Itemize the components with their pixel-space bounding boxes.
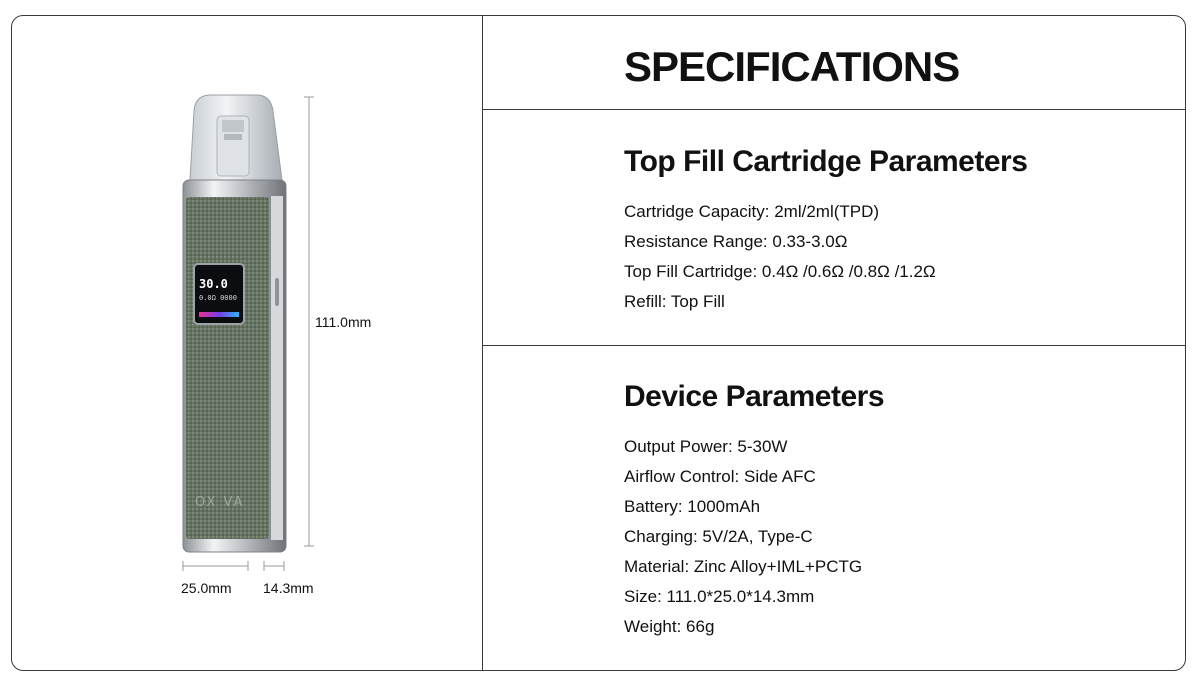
list-item: Battery: 1000mAh — [624, 497, 761, 516]
list-item: Weight: 66g — [624, 617, 715, 636]
list-item: Cartridge Capacity: 2ml/2ml(TPD) — [624, 202, 880, 221]
product-image — [12, 16, 482, 671]
horizontal-divider-top — [482, 109, 1185, 110]
list-item: Size: 111.0*25.0*14.3mm — [624, 587, 815, 606]
product-panel — [12, 16, 482, 670]
list-item: Refill: Top Fill — [624, 292, 725, 311]
depth-dimension-label: 14.3mm — [263, 580, 314, 596]
device-parameters-title: Device Parameters — [624, 380, 885, 413]
list-item: Resistance Range: 0.33-3.0Ω — [624, 232, 848, 251]
width-dimension-label: 25.0mm — [181, 580, 232, 596]
spec-card — [11, 15, 1186, 671]
brand-logo: OX VA — [195, 495, 245, 510]
list-item: Charging: 5V/2A, Type-C — [624, 527, 813, 546]
screen-line2: 0.0Ω 0000 — [199, 294, 237, 302]
list-item: Top Fill Cartridge: 0.4Ω /0.6Ω /0.8Ω /1.2Ω — [624, 262, 936, 281]
list-item: Airflow Control: Side AFC — [624, 467, 816, 486]
cartridge-parameters-title: Top Fill Cartridge Parameters — [624, 145, 1028, 178]
specifications-title: SPECIFICATIONS — [624, 43, 960, 90]
cartridge-parameters-list — [624, 197, 936, 317]
list-item: Output Power: 5-30W — [624, 437, 788, 456]
specifications-panel — [483, 16, 1185, 670]
screen-wattage: 30.0 — [199, 277, 228, 291]
height-dimension-label: 111.0mm — [315, 314, 372, 330]
list-item: Material: Zinc Alloy+IML+PCTG — [624, 557, 863, 576]
horizontal-divider-middle — [482, 345, 1185, 346]
fabric-panel — [186, 197, 269, 539]
device-parameters-list — [624, 432, 862, 642]
